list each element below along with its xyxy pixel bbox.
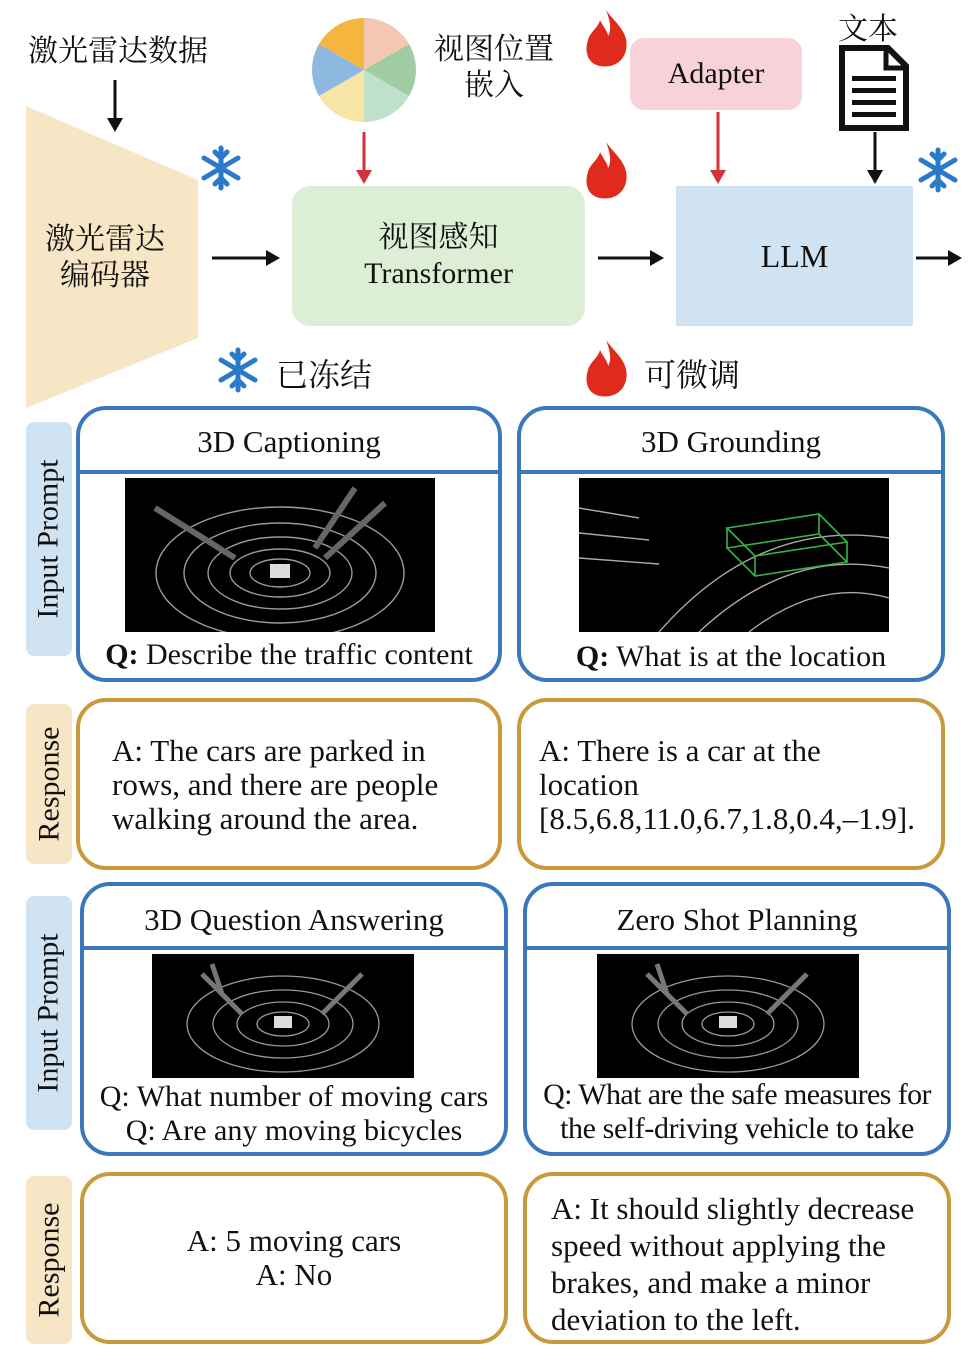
tab-label: Input Prompt — [32, 459, 66, 619]
planning-answer — [551, 1190, 914, 1338]
adapter-block: Adapter — [630, 38, 802, 110]
qa-question-1: Q: What number of moving cars — [99, 1080, 489, 1113]
fire-icon — [587, 10, 627, 66]
panel-3d-question-answering — [80, 882, 508, 1156]
tab-response-1 — [26, 704, 72, 864]
view-position-embedding-label — [428, 32, 560, 104]
panel-captioning-answer — [76, 698, 502, 870]
snowflake-icon — [204, 148, 238, 188]
q-prefix: Q: — [105, 638, 139, 671]
text-input-label: 文本 — [838, 12, 898, 47]
panel-3d-grounding — [517, 406, 945, 682]
panel-divider — [527, 946, 947, 950]
lidar-scan-image — [125, 478, 435, 632]
panel-zero-shot-planning — [523, 882, 951, 1156]
snowflake-icon — [921, 150, 955, 190]
panel-title: 3D Grounding — [641, 424, 821, 459]
planning-question-2: the self-driving vehicle to take — [560, 1112, 914, 1145]
snowflake-icon — [221, 350, 255, 390]
answer-line: A: It should slightly decrease — [551, 1191, 915, 1226]
panel-title: 3D Question Answering — [144, 902, 444, 937]
tab-label: Response — [32, 726, 65, 842]
answer-line: [8.5,6.8,11.0,6.7,1.8,0.4,–1.9]. — [539, 801, 915, 836]
view-pos-line-2: 嵌入 — [464, 68, 524, 103]
q-text: What is at the location — [609, 640, 887, 673]
view-aware-transformer-block — [292, 186, 585, 326]
transformer-line-2: Transformer — [364, 257, 513, 290]
tab-input-prompt-2 — [26, 896, 72, 1130]
panel-qa-answer — [80, 1172, 508, 1344]
transformer-line-1: 视图感知 — [378, 220, 499, 255]
legend-frozen-label: 已冻结 — [276, 356, 373, 394]
tab-label: Response — [32, 1202, 65, 1318]
fire-icon — [587, 142, 627, 198]
encoder-line-1: 激光雷达 — [45, 222, 165, 257]
answer-line: A: No — [255, 1257, 333, 1292]
q-text: Describe the traffic content — [138, 638, 473, 671]
view-pos-line-1: 视图位置 — [434, 32, 554, 67]
panel-title: 3D Captioning — [197, 424, 381, 459]
panel-title: Zero Shot Planning — [616, 902, 858, 937]
captioning-answer — [112, 734, 438, 836]
qa-question-2: Q: Are any moving bicycles — [125, 1114, 463, 1147]
grounding-question — [521, 640, 941, 674]
answer-line: brakes, and make a minor — [551, 1265, 871, 1300]
panel-grounding-answer — [517, 698, 945, 870]
tab-label: Input Prompt — [32, 933, 66, 1093]
panel-divider — [521, 470, 941, 474]
tab-input-prompt-1 — [26, 422, 72, 656]
q-prefix: Q: — [575, 640, 610, 673]
fire-icon — [587, 340, 627, 396]
view-position-pie — [312, 18, 416, 122]
panel-divider — [80, 470, 498, 474]
panel-planning-answer — [523, 1172, 951, 1344]
qa-answer — [84, 1224, 504, 1292]
answer-line: deviation to the left. — [551, 1302, 801, 1337]
lidar-scan-image — [152, 954, 414, 1078]
panel-3d-captioning — [76, 406, 502, 682]
grounding-answer — [539, 734, 915, 836]
answer-line: A: The cars are parked in — [112, 733, 426, 768]
panel-divider — [84, 946, 504, 950]
legend-tunable-label: 可微调 — [644, 356, 741, 394]
document-icon — [842, 48, 906, 128]
answer-line: speed without applying the — [551, 1228, 886, 1263]
lidar-encoder-label — [30, 222, 180, 294]
lidar-data-label: 激光雷达数据 — [28, 34, 208, 69]
encoder-line-2: 编码器 — [60, 258, 150, 293]
answer-line: A: 5 moving cars — [186, 1223, 402, 1258]
answer-line: location — [539, 767, 639, 802]
planning-question-1: Q: What are the safe measures for — [543, 1078, 931, 1111]
answer-line: rows, and there are people — [112, 767, 439, 802]
captioning-question — [80, 638, 498, 672]
tab-response-2 — [26, 1176, 72, 1344]
lidar-scan-image — [579, 478, 889, 632]
answer-line: walking around the area. — [112, 801, 419, 836]
lidar-scan-image — [597, 954, 859, 1078]
answer-line: A: There is a car at the — [539, 733, 821, 768]
llm-block: LLM — [676, 186, 913, 326]
